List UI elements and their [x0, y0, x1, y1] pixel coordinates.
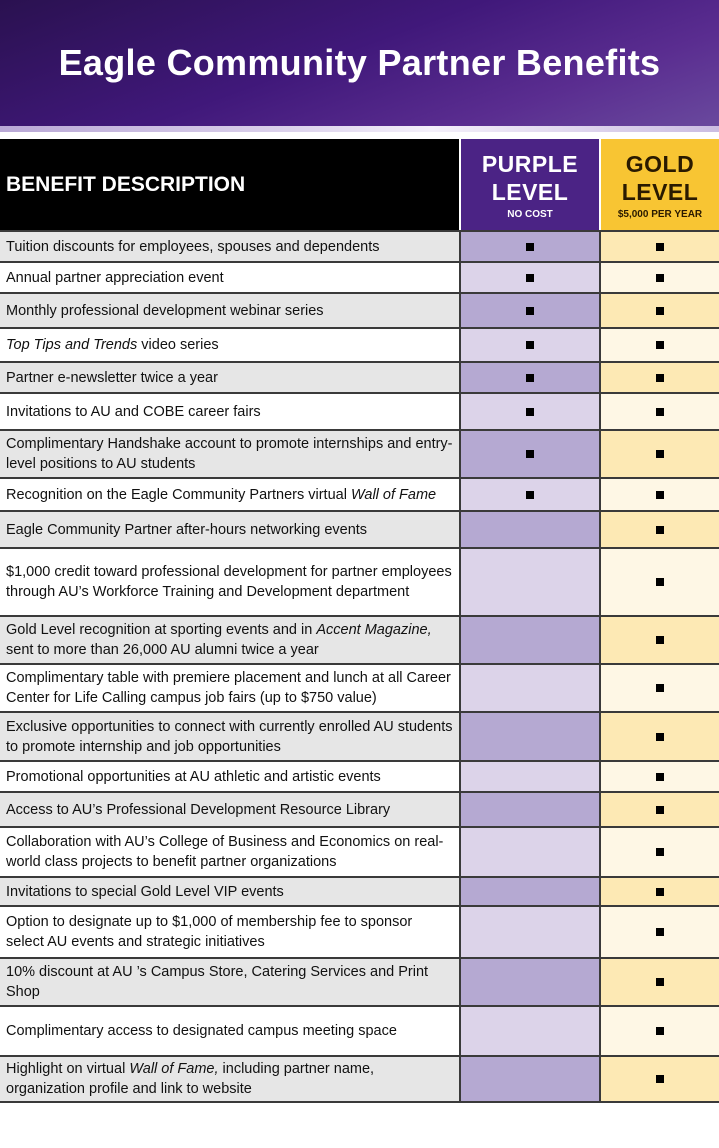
purple-level-cell — [461, 617, 601, 663]
purple-level-cell — [461, 793, 601, 826]
benefit-text — [6, 368, 218, 388]
purple-level-cell — [461, 512, 601, 547]
table-row — [0, 957, 719, 1005]
benefit-description — [0, 793, 461, 826]
gold-level-cell — [601, 1057, 719, 1101]
table-row — [0, 826, 719, 876]
benefit-text — [6, 335, 219, 355]
purple-level-cost: NO COST — [507, 209, 553, 220]
black-square-icon — [656, 243, 664, 251]
purple-level-cell — [461, 907, 601, 957]
purple-level-cell — [461, 431, 601, 477]
table-row — [0, 905, 719, 957]
table-row — [0, 791, 719, 826]
purple-level-cell — [461, 1007, 601, 1055]
benefit-text — [6, 562, 453, 602]
table-row — [0, 760, 719, 791]
benefit-description — [0, 479, 461, 510]
table-row — [0, 361, 719, 392]
black-square-icon — [656, 888, 664, 896]
table-row — [0, 663, 719, 711]
table-row — [0, 230, 719, 261]
purple-level-cell — [461, 363, 601, 392]
benefit-description — [0, 828, 461, 876]
benefit-text — [6, 912, 453, 952]
benefit-description — [0, 549, 461, 615]
gold-level-cell — [601, 329, 719, 361]
gold-level-cell — [601, 549, 719, 615]
page-title: Eagle Community Partner Benefits — [58, 42, 661, 83]
purple-level-cell — [461, 232, 601, 261]
purple-level-cell — [461, 329, 601, 361]
purple-level-cell — [461, 959, 601, 1005]
benefit-description-header: BENEFIT DESCRIPTION — [0, 139, 461, 230]
purple-level-header — [461, 139, 601, 230]
black-square-icon — [656, 274, 664, 282]
benefit-text — [6, 962, 453, 1002]
gold-level-cell — [601, 665, 719, 711]
benefit-text-part: Highlight on virtual — [6, 1061, 130, 1077]
benefit-description — [0, 762, 461, 791]
benefits-table — [0, 139, 719, 1103]
benefit-text-part: Eagle Community Partner after-hours networking events — [6, 521, 368, 538]
benefit-text-part: Collaboration with AU’s College of Business and Economics on real-world class projects to benefit partner organizations — [6, 834, 444, 870]
purple-level-cell — [461, 294, 601, 327]
gold-level-cell — [601, 1007, 719, 1055]
black-square-icon — [526, 274, 534, 282]
benefit-text — [6, 832, 453, 872]
black-square-icon — [656, 733, 664, 741]
benefit-text — [6, 882, 284, 902]
gold-level-cell — [601, 294, 719, 327]
black-square-icon — [656, 1027, 664, 1035]
gold-level-title: GOLD — [625, 151, 695, 177]
black-square-icon — [656, 408, 664, 416]
black-square-icon — [526, 408, 534, 416]
table-row — [0, 876, 719, 905]
table-row — [0, 1005, 719, 1055]
benefit-text-italic: Wall of Fame, — [129, 1061, 219, 1077]
benefit-description — [0, 263, 461, 292]
benefit-text — [6, 1021, 397, 1041]
benefit-text — [6, 301, 324, 321]
benefit-text-part: Exclusive opportunities to connect with currently enrolled AU students to promote internship and job opportunities — [6, 718, 453, 755]
benefit-text-part: Tuition discounts for employees, spouses and dependents — [6, 238, 380, 255]
benefit-text — [6, 620, 453, 660]
benefit-description — [0, 959, 461, 1005]
table-row — [0, 1055, 719, 1103]
black-square-icon — [656, 928, 664, 936]
benefit-text-part: Access to AU’s Professional Development Resource Library — [6, 801, 391, 818]
benefit-text-part: Recognition on the Eagle Community Partners virtual — [6, 486, 351, 503]
benefit-text-italic: Top Tips and Trends — [6, 337, 138, 353]
black-square-icon — [526, 307, 534, 315]
black-square-icon — [656, 491, 664, 499]
benefit-description — [0, 878, 461, 905]
benefit-text-part: video series — [137, 337, 219, 353]
benefit-description — [0, 907, 461, 957]
benefit-description — [0, 1007, 461, 1055]
benefit-description — [0, 294, 461, 327]
black-square-icon — [656, 341, 664, 349]
benefit-text-part: sent to more than 26,000 AU alumni twice a year — [6, 642, 319, 658]
benefit-description — [0, 329, 461, 361]
benefit-text — [6, 237, 379, 257]
table-row — [0, 429, 719, 477]
black-square-icon — [656, 374, 664, 382]
benefit-description — [0, 617, 461, 663]
black-square-icon — [656, 636, 664, 644]
table-row — [0, 477, 719, 510]
benefit-text-italic: Accent Magazine, — [316, 622, 432, 638]
purple-level-cell — [461, 263, 601, 292]
black-square-icon — [656, 526, 664, 534]
benefit-text — [6, 434, 453, 474]
benefit-text — [6, 520, 367, 540]
table-row — [0, 292, 719, 327]
benefit-text — [6, 1059, 453, 1099]
benefit-description — [0, 665, 461, 711]
black-square-icon — [656, 578, 664, 586]
table-body — [0, 230, 719, 1103]
table-header — [0, 139, 719, 230]
benefit-text-part: Complimentary Handshake account to promote internships and entry-level positions to AU students — [6, 436, 453, 472]
black-square-icon — [656, 978, 664, 986]
benefit-description — [0, 363, 461, 392]
benefit-text-italic: Wall of Fame — [350, 486, 437, 503]
black-square-icon — [526, 341, 534, 349]
purple-level-cell — [461, 479, 601, 510]
benefit-description — [0, 394, 461, 429]
table-row — [0, 261, 719, 292]
purple-level-cell — [461, 394, 601, 429]
black-square-icon — [526, 374, 534, 382]
black-square-icon — [656, 450, 664, 458]
benefit-description — [0, 431, 461, 477]
benefit-text-part: Gold Level recognition at sporting events and in — [6, 622, 317, 638]
benefit-text — [6, 767, 381, 787]
purple-level-cell — [461, 828, 601, 876]
benefit-text — [6, 402, 261, 422]
benefit-description — [0, 713, 461, 760]
table-row — [0, 510, 719, 547]
purple-level-title: PURPLE — [481, 151, 579, 177]
benefit-text — [6, 268, 224, 288]
gold-level-cell — [601, 479, 719, 510]
purple-level-cell — [461, 713, 601, 760]
gold-level-cell — [601, 959, 719, 1005]
gold-level-header — [601, 139, 719, 230]
purple-level-cell — [461, 1057, 601, 1101]
purple-level-cell — [461, 665, 601, 711]
benefit-description — [0, 232, 461, 261]
benefit-text-part: Complimentary table with premiere placement and lunch at all Career Center for Life Calling campus job fairs (up to $750 value) — [6, 670, 451, 706]
benefit-text-part: Annual partner appreciation event — [6, 269, 224, 286]
gold-level-cost: $5,000 PER YEAR — [617, 209, 703, 220]
gold-level-cell — [601, 878, 719, 905]
benefit-text-part: Option to designate up to $1,000 of membership fee to sponsor select AU events and strategic initiatives — [6, 914, 413, 950]
gold-level-cell — [601, 512, 719, 547]
purple-level-cell — [461, 549, 601, 615]
benefit-text-part: Invitations to special Gold Level VIP events — [6, 883, 284, 900]
gold-level-cell — [601, 828, 719, 876]
table-row — [0, 392, 719, 429]
benefit-text-part: $1,000 credit toward professional development for partner employees through AU’s Workforce Training and Development department — [6, 564, 452, 600]
table-row — [0, 615, 719, 663]
purple-level-cell — [461, 762, 601, 791]
black-square-icon — [656, 307, 664, 315]
purple-level-cell — [461, 878, 601, 905]
benefit-text-part: Invitations to AU and COBE career fairs — [6, 403, 261, 420]
gold-level-cell — [601, 793, 719, 826]
benefit-text — [6, 800, 390, 820]
black-square-icon — [526, 243, 534, 251]
black-square-icon — [526, 491, 534, 499]
benefit-text-part: including partner name, organization profile and link to website — [6, 1061, 375, 1097]
gold-level-cell — [601, 431, 719, 477]
benefit-text — [6, 717, 453, 757]
gold-level-cell — [601, 232, 719, 261]
title-banner — [0, 0, 719, 130]
gold-level-cell — [601, 617, 719, 663]
benefit-text-part: Monthly professional development webinar series — [6, 302, 324, 319]
black-square-icon — [656, 848, 664, 856]
black-square-icon — [656, 806, 664, 814]
gold-level-cell — [601, 762, 719, 791]
benefit-description — [0, 1057, 461, 1101]
table-row — [0, 327, 719, 361]
gold-level-cell — [601, 363, 719, 392]
black-square-icon — [656, 684, 664, 692]
gold-level-cell — [601, 713, 719, 760]
black-square-icon — [656, 773, 664, 781]
purple-level-title-line2: LEVEL — [491, 179, 569, 205]
benefit-description — [0, 512, 461, 547]
gold-level-cell — [601, 394, 719, 429]
benefit-text — [6, 485, 436, 505]
benefit-text-part: 10% discount at AU ’s Campus Store, Catering Services and Print Shop — [6, 964, 429, 1000]
benefit-text — [6, 668, 453, 708]
benefit-text-part: Partner e-newsletter twice a year — [6, 369, 218, 386]
benefit-text-part: Complimentary access to designated campus meeting space — [6, 1023, 397, 1039]
black-square-icon — [656, 1075, 664, 1083]
black-square-icon — [526, 450, 534, 458]
banner-divider — [0, 126, 719, 132]
gold-level-cell — [601, 263, 719, 292]
table-row — [0, 711, 719, 760]
table-row — [0, 547, 719, 615]
gold-level-title-line2: LEVEL — [621, 179, 699, 205]
benefit-text-part: Promotional opportunities at AU athletic and artistic events — [6, 768, 381, 785]
gold-level-cell — [601, 907, 719, 957]
